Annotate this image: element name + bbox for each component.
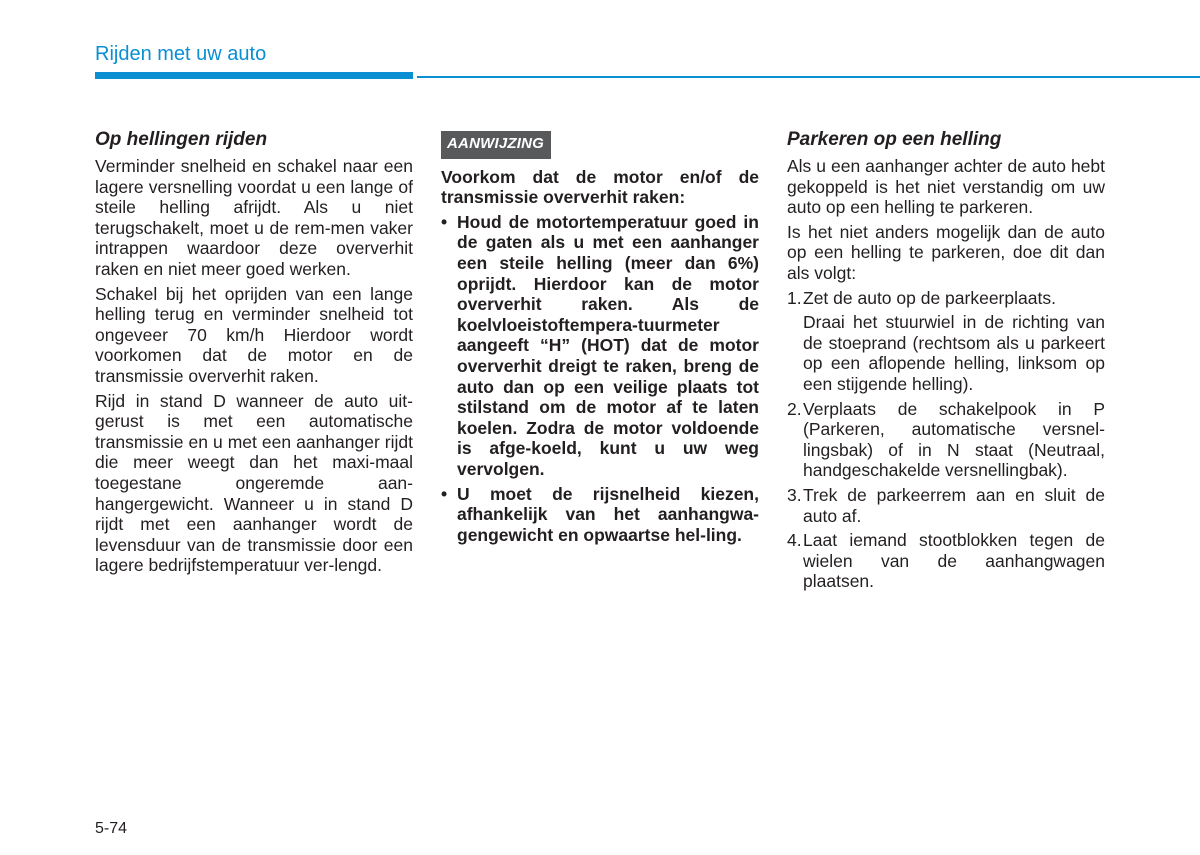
step-number: 2. [787, 398, 802, 419]
step-text: Trek de parkeerrem aan en sluit de auto af. [803, 484, 1105, 526]
header-rule-thick [95, 72, 413, 79]
parking-steps-list [787, 288, 1105, 592]
step-number: 3. [787, 484, 802, 505]
notice-bullet: • Houd de motortemperatuur goed in de gaten als u met een aanhanger een steile helling (meer dan 6%) oprijdt. Hierdoor kan de motor oververhit raken. Als de koelvloeistoftempera-tuurmeter aangeeft “H” (HOT) dat de motor oververhit dreigt te raken, breng de auto dan op een veilige plaats tot stilstand om de motor af te laten koelen. Zodra de motor voldoende is afge-koeld, kunt u uw weg vervolgen. [441, 212, 759, 480]
left-paragraph: Verminder snelheid en schakel naar een lagere versnelling voordat u een lange of steile helling afrijdt. Als u niet terugschakelt, moet u de rem-men vaker intrappen waardoor deze oververhit raken en niet meer goed werken. [95, 156, 413, 279]
step-item [787, 530, 1105, 592]
left-paragraph: Rijd in stand D wanneer de auto uit-gerust is met een automatische transmissie en u met een aanhanger rijdt die meer weegt dan het maxi-maal toegestane ongeremde aan-hangergewicht. Wanneer u in stand D rijdt met een aanhanger wordt de levensduur van de transmissie door een lagere bedrijfstemperatuur ver-lengd. [95, 390, 413, 576]
header-rule-thin [417, 76, 1200, 78]
section-title: Rijden met uw auto [95, 43, 267, 65]
step-item [787, 485, 1105, 526]
step-item [787, 288, 1105, 395]
step-text: Verplaats de schakelpook in P (Parkeren, automatische versnel-lingsbak) of in N staat (Neutraal, handgeschakelde versnellingbak). [803, 398, 1105, 481]
notice-intro: Voorkom dat de motor en/of de transmissie oververhit raken: [441, 166, 759, 208]
step-extra-text: Draai het stuurwiel in de richting van de stoeprand (rechtsom als u parkeert op een aflopende helling, linksom op een stijgende helling). [803, 312, 1105, 394]
notice-bullet: • U moet de rijsnelheid kiezen, afhankelijk van het aanhangwa-gengewicht en opwaartse hel-ling. [441, 484, 759, 546]
page-number: 5-74 [95, 820, 128, 837]
step-number: 4. [787, 530, 802, 551]
right-column [787, 128, 1105, 596]
step-text: Zet de auto op de parkeerplaats. [803, 287, 1056, 308]
left-column [95, 128, 413, 580]
notice-bullet-list [441, 212, 759, 546]
right-heading: Parkeren op een helling [787, 129, 1002, 150]
step-item [787, 399, 1105, 481]
notice-badge: AANWIJZING [441, 131, 551, 159]
right-paragraph: Als u een aanhanger achter de auto hebt gekoppeld is het niet verstandig om uw auto op een helling te parkeren. [787, 156, 1105, 218]
left-heading: Op hellingen rijden [95, 129, 268, 150]
left-paragraph: Schakel bij het oprijden van een lange helling terug en verminder snelheid tot ongeveer 70 km/h Hierdoor wordt voorkomen dat de motor en de transmissie oververhit raken. [95, 283, 413, 386]
step-number: 1. [787, 287, 802, 308]
middle-column [441, 128, 759, 549]
right-paragraph: Is het niet anders mogelijk dan de auto op een helling te parkeren, doe dit dan als volgt: [787, 221, 1105, 283]
step-text: Laat iemand stootblokken tegen de wielen van de aanhangwagen plaatsen. [803, 530, 1105, 592]
